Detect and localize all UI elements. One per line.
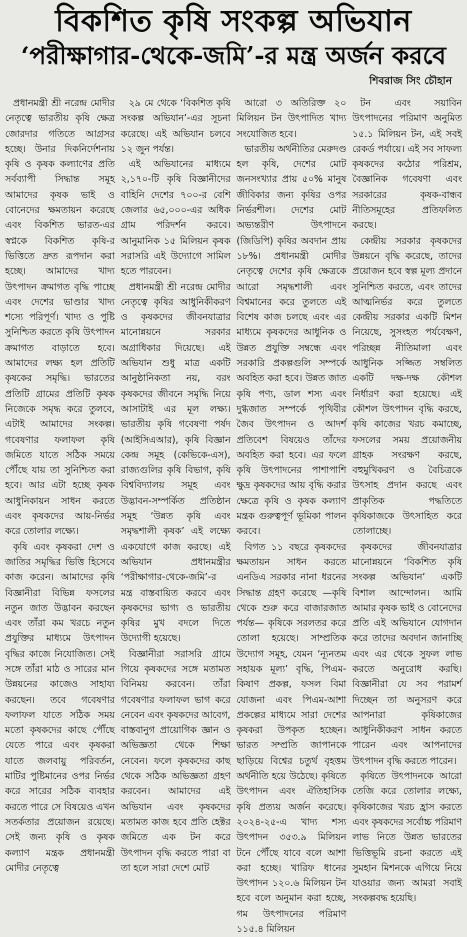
paragraph: আরো ৩ অতিরিক্ত ২০ মিলিয়ন টন উৎপাদিত খাদ্য সংযোজিত হবে। — [236, 98, 347, 140]
article-column-1 — [5, 96, 115, 874]
article-body — [5, 96, 463, 936]
article-column-4 — [352, 96, 463, 905]
article-column-2 — [120, 96, 231, 874]
headline-line-1: বিকশিত কৃষি সংকল্প অভিযান — [55, 4, 412, 39]
paragraph: কৃষকদের জীবনযাত্রার মানোন্নয়নে ‘বিকশিত কৃষি সংকল্প অভিযান’ একটি বিশাল আন্দোলন। আমি আমার কৃষক ভাই ও বোনেদের প্রতি এই অভিযানে যোগদান করে তাদের অবদান জানাচ্ছি এবং এর থেকে সুফল লাভ করতে অনুরোধ করছি। বিজ্ঞানীরা যে সব পরামর্শ দিচ্ছেন তা অনুসরণ করে আপনারা কৃষিকাজের আধুনিকীকরণ সাধন করতে পারেন এবং আপনাদের উৎপাদন বৃদ্ধি করতে পারেন। — [352, 541, 462, 767]
article-column-3 — [236, 96, 347, 936]
paragraph: বিগত ১১ বছরে কৃষকদের ক্ষমতায়ন সাধন করতে এনডিএ সরকার নানা ধরনের সিদ্ধান্ত গ্রহণ করেছে —কৃষি থেকে শুরু করে বাজারজাত পর্যন্ত— কৃষিকে সরলতর করে তোলা হয়েছে। সাম্প্রতিক উদ্যোগ সমূহ, যেমন ‘ন্যূনতম সহায়ক মূল্য’ বৃদ্ধি, পিএম-কিষাণ প্রকল্প, ফসল বিমা যোজনা এবং পিএম-আশা প্রকল্পের মাধ্যমে সারা দেশের কৃষকরা উপকৃত হচ্ছেন। ভারত সম্প্রতি জাপানকে ছাড়িয়ে বিশ্বের চতুর্থ বৃহত্তম অর্থনীতি হয়ে উঠেছে। কৃষিতে উৎপাদন এবং ঐতিহাসিক কৃষি প্রত্যয় অর্জন করেছে। ২০২৪-২৫-এ খাদ্য শস্য উৎপাদন ৩৫৩.৯ মিলিয়ন টনে পৌঁছে যাবে বলে আশা করা হচ্ছে। খারিফ ধানের উৎপাদন ১২০.৬ মিলিয়ন টন হবে বলে অনুমান করা হচ্ছে, গম উৎপাদনের পরিমাণ ১১৫.৪ মিলিয়ন — [236, 541, 347, 936]
paragraph: কেন্দ্রীয় সরকার কৃষকদের উন্নয়নে বৃদ্ধি করেছে, তাদের প্রয়োজন হবে স্বল্প মূল্য প্রদানে সুনিশ্চিত করতে, এবং তাদের আত্মনির্ভর করে তুলতে কেন্দ্রীয় সরকার একটি মিশন নিয়েছে, সুসংহত পর্যবেক্ষণ, পরিচ্ছন্ন নীতিমালা এবং আধুনিক সজ্জিত সম্বলিত একটি দক্ষ-দক্ষ কৌশল নির্ধারণ করা হয়েছে। এই কৌশল উৎপাদন বৃদ্ধি করছে, কৃষি কাজের খরচ কমাচ্ছে, ফসলের সময় প্রয়োজনীয় গ্রাহক সংরক্ষণ করছে, বহুমুখিকরণ ও বৈচিত্রকে উৎসাহ প্রদান করছে এবং প্রাকৃতিক পদ্ধতিতে কৃষিকাজকে উৎসাহিত করে তোলাচ্ছে। — [352, 235, 462, 538]
paragraph: ২৯ মে থেকে ‘বিকশিত কৃষি সংকল্প অভিযান’-এর সূচনা করেছে। এই অভিযান চলবে ১২ জুন পর্যন্ত। — [120, 98, 231, 155]
paragraph: প্রধানমন্ত্রী শ্রী নরেন্দ্র মোদীর নেতৃত্বে কৃষির আধুনিকীকরণ ও কৃষকদের জীবনযাত্রার মানোন্নয়নে সরকার অগ্রাধিকার দিয়েছে। এই অভিযান শুধু মাত্র একটি আনুষ্ঠানিকতা নয়, বরং কৃষকদের জীবনে সমৃদ্ধি নিয়ে আসাটাই এর মূল লক্ষ্য। ভারতীয় কৃষি গবেষণা পর্ষদ (আইসিএআর), কৃষি বিজ্ঞান কেন্দ্র সমূহ (কেভিকে-এস), রাজ্যগুলির কৃষি বিভাগ, কৃষি বিশ্ববিদ্যালয় সমূহ এবং উদ্ভাবন-সম্পর্কিত প্রতিষ্ঠান সমূহ ‘উন্নত কৃষি এবং সমৃদ্ধশালী কৃষক’ এই লক্ষ্যে একযোগে কাজ করছে। এই অভিযান প্রধানমন্ত্রীর ‘পরীক্ষাগার-থেকে-জমি’-র মন্ত্র বাস্তবায়িত করবে এবং কৃষকদের ভাগ্য ও ভারতীয় কৃষির মুখ বদলে দিতে উদ্যোগী হয়েছে। — [120, 281, 231, 645]
byline-row — [5, 74, 462, 90]
author-byline: শিবরাজ সিং চৌহান — [369, 75, 452, 88]
paragraph: বিজ্ঞানীরা সরাসরি গ্রামে গিয়ে কৃষকদের সঙ্গে মতামত বিনিময় করবেন। তাঁরা গবেষণার ফলাফল ভাগ করে নেবেন এবং কৃষকদের আবেগ, বাস্তবানুগ প্রায়োগিক জ্ঞান ও অভিজ্ঞতা থেকে শিক্ষা নেবেন। ফলে কৃষকদের কাছ থেকে সঠিক অভিজ্ঞতা গ্রহণ করবেন। আমাদের এই অভিযান এবং কৃষকদের মতামত কাজ হবে প্রতি হেক্টর জমিতে এক টন করে উৎপাদন বৃদ্ধি করতে পারা বা তা হলে সারা দেশে মোট — [120, 648, 231, 874]
paragraph: প্রধানমন্ত্রী শ্রী নরেন্দ্র মোদীর নেতৃত্বে ভারতীয় কৃষি ক্ষেত্র জোরদার গতিতে আগ্রসর হচ্ছে। উনার দিকনির্দেশনায় কৃষি ও কৃষক কল্যাণের প্রতি সর্বব্যাপী সিদ্ধান্ত সমূহ আমাদের কৃষক ভাই ও বোনেদের ক্ষমতায়ন করেছে এবং বিকশিত ভারত-এর স্বপ্নকে বিকশিত কৃষি-র ভিত্তিতে দ্রুত রূপদান করা হচ্ছে। আমাদের খাদ্য উৎপাদন ক্রমাগত বৃদ্ধি পাচ্ছে এবং দেশের ভাণ্ডার খাদ্য শস্যে পরিপূর্ণ। খাদ্য ও পুষ্টি সুনিশ্চিত করতে কৃষি উৎপাদন ক্রমাগত বাড়াতে হবে। আমাদের লক্ষ্য হল প্রতিটি কৃষকের সমৃদ্ধি। ভারতের প্রতিটি গ্রামের প্রতিটি কৃষক নিজেকে সমৃদ্ধ করে তুলবে, এটাই আমাদের সংকল্প। গবেষণার ফলাফল কৃষি জমিতে যাতে সঠিক সময়ে পৌঁছে যায় তা সুনিশ্চিত করা হবে। আর এটা হচ্ছে কৃষক আধুনিকায়ন সাধন করতে এবং কৃষকদের আয়-নির্ভর করে তোলার লক্ষ্যে। — [5, 98, 115, 538]
headline-line-2: ‘পরীক্ষাগার-থেকে-জমি’-র মন্ত্র অর্জন করবে — [20, 41, 447, 71]
paragraph: এই অভিযানের মাধ্যমে ২,১৭০-টি কৃষি বিজ্ঞানীদের বাহিনি দেশের ৭০০-র বেশি জেলার ৬৫,০০০-এর অধিক গ্রাম পরিদর্শন করবে। আনুমানিক ১৫ মিলিয়ন কৃষক সরাসরি এই উদ্যোগে সামিল হতে পারবেন। — [120, 159, 231, 278]
paragraph: টন এবং সয়াবিন উৎপাদনের পরিমাণ অনুমিত ১৫.১ মিলিয়ন টন, এই সবই রেকর্ড পর্যায়ে। এই সব সাফল্য কৃষকদের কঠোর পরিশ্রম, বৈজ্ঞানিক গবেষণা এবং সরকারের কৃষক-বান্ধব নীতিসমূহের প্রতিফলিত করছে। — [352, 98, 462, 232]
paragraph: কৃষিতে উৎপাদনকে আরো তেজি করে তোলার লক্ষ্যে, কৃষিকাজের খরচ হ্রাস করতে এবং কৃষকদের সর্বোচ্চ পরিমাণ লাভ নিতে উন্নত ভারতের ভিত্তিভূমি রচনা করতে এই সুমহান মিশনকে এগিয়ে নিয়ে যাওয়ার জন্য আমরা সবাই সংকল্পবদ্ধ হয়েছি। — [352, 771, 463, 905]
paragraph: কৃষি এবং কৃষকরা দেশ ও জাতির সমৃদ্ধির ভিত্তি হিসেবে কাজ করেন। আমাদের কৃষি বিজ্ঞানীরা বিভিন্ন ফসলের নতুন জাত উদ্ভাবন করছেন এবং তাঁরা কম খরচে নতুন প্রযুক্তির মাধ্যমে উৎপাদন বৃদ্ধির কাজে নিযোজিত। সেই সঙ্গে তাঁরা মাঠ ও সারের মান উন্নয়নের কাজেও সাহায্য করছেন। তবে গবেষণার ফলাফল যাতে সঠিক সময় মতো কৃষকদের কাছে পৌঁছে যেতে পারে এবং কৃষকরা যাতে জলবায়ু পরিবর্তন, মাটির পুষ্টিমানের ওপর নির্ভর করে সারের সঠিক ব্যবহার করতে পারে সে বিষয়েও এখন সতর্কতার প্রয়োজন রয়েছে। সেই জন্য কৃষি ও কৃষক কল্যাণ মন্ত্রক প্রধানমন্ত্রী মোদীর নেতৃত্বে — [5, 541, 115, 874]
paragraph: ভারতীয় অর্থনীতির মেরুদণ্ড হল কৃষি, দেশের মোট জনসংখ্যার প্রায় ৫০% মানুষ জীবিকার জন্য কৃষির ওপর নির্ভরশীল। দেশের মোট অভ্যন্তরীণ উৎপাদনে (জিডিপি) কৃষির অবদান প্রায় ১৮%। প্রধানমন্ত্রী মোদীর নেতৃত্বে দেশের কৃষি ক্ষেত্রকে আরো সমৃদ্ধশালী এবং বিশ্বমানের করে তুলতে এই বিশেষ কাজ চলছে এবং এর মাধ্যমে কৃষকদের আধুনিক ও উন্নত প্রযুক্তি সম্বন্ধে এবং সরকারি প্রকল্পগুলি সম্পর্কে অবহিত করা হবে। উন্নত জাত কৃষি পণ্য, ডাল শস্য এবং দুগ্ধজাত সম্পর্কে পৃথিবীর জৈব উৎপাদন ও আদর্শ প্রতিবেশ বিষয়েও তাঁদের অবহিত করা হবে। এর ফলে কৃষি উৎপাদনের পাশাপাশি ক্ষুদ্র কৃষকদের আয় বৃদ্ধি করার ক্ষেত্রে কৃষি ও কৃষক কল্যাণ মন্ত্রক গুরুত্বপূর্ণ ভূমিকা পালন করবে। — [236, 143, 347, 538]
